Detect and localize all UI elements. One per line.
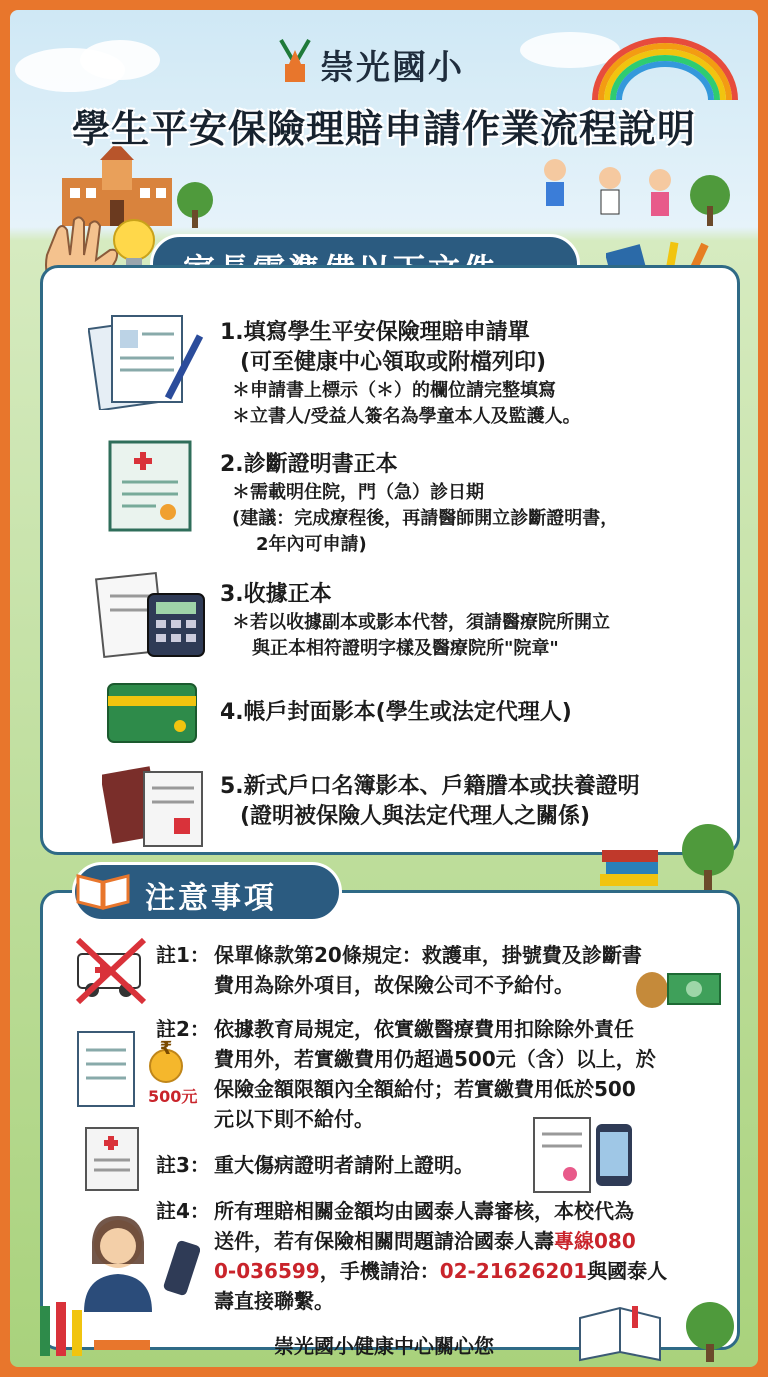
document-item-5 <box>220 772 640 832</box>
note-text: 與國泰人 <box>587 1259 668 1283</box>
document-item-title: 2.診斷證明書正本 <box>220 452 398 477</box>
note-label: 註1： <box>156 943 210 967</box>
document-item-3 <box>220 580 610 662</box>
document-item-title: 4.帳戶封面影本(學生或法定代理人) <box>220 700 572 725</box>
page-title: 學生平安保險理賠申請作業流程說明 <box>71 107 696 151</box>
note-text: 送件，若有保險相關問題請洽國泰人壽 <box>214 1229 554 1253</box>
note-3 <box>156 1150 536 1180</box>
note-line: 保單條款第20條規定：救護車，掛號費及診斷書 <box>214 943 642 967</box>
school-logo-icon <box>275 34 315 86</box>
note-label: 註3： <box>156 1153 210 1177</box>
note-line <box>214 1256 667 1286</box>
document-item-line: (可至健康中心領取或附檔列印) <box>240 350 547 375</box>
document-item-title: 1.填寫學生平安保險理賠申請單 <box>220 320 530 345</box>
note-line <box>214 1226 667 1256</box>
diagnosis-certificate-icon <box>106 438 196 534</box>
document-item-4 <box>220 698 572 728</box>
note-line: 費用外，若實繳費用仍超過500元（含）以上，於 <box>214 1047 656 1071</box>
books-tree-icon <box>598 810 748 900</box>
note-2 <box>156 1014 726 1138</box>
household-register-icon <box>102 762 212 852</box>
note-line: 依據教育局規定，依實繳醫療費用扣除除外責任 <box>214 1017 634 1041</box>
note-line: 所有理賠相關金額均由國泰人壽審核，本校代為 <box>214 1199 634 1223</box>
note-1 <box>156 940 726 1002</box>
document-item-line: ＊立書人/受益人簽名為學童本人及監護人。 <box>232 406 581 427</box>
note-line: 重大傷病證明者請附上證明。 <box>214 1153 474 1177</box>
no-ambulance-icon <box>72 934 152 1006</box>
hotline-number-cont: 0-036599 <box>214 1259 320 1283</box>
note-line: 壽直接聯繫。 <box>214 1289 334 1313</box>
document-item-line: ＊申請書上標示（＊）的欄位請完整填寫 <box>232 380 556 401</box>
footer-text: 崇光國小健康中心關心您 <box>274 1334 494 1358</box>
document-item-line: ＊若以收據副本或影本代替，須請醫療院所開立 <box>232 612 610 633</box>
document-item-title: 3.收據正本 <box>220 582 332 607</box>
document-item-line: (證明被保險人與法定代理人之關係) <box>240 804 591 829</box>
document-item-title: 5.新式戶口名簿影本、戶籍謄本或扶養證明 <box>220 774 640 799</box>
header <box>10 10 758 220</box>
coin-amount-label: 500元 <box>148 1087 198 1106</box>
document-item-line: (建議：完成療程後，再請醫師開立診斷證明書， <box>232 508 619 529</box>
note-text: ，手機請洽： <box>319 1259 440 1283</box>
mobile-number: 02-21626201 <box>439 1259 588 1283</box>
note-line: 費用為除外項目，故保險公司不予給付。 <box>214 973 574 997</box>
certificate-icon <box>84 1126 140 1192</box>
document-item-line: ＊需載明住院，門（急）診日期 <box>232 482 484 503</box>
receipt-calculator-icon <box>94 570 214 660</box>
poster <box>10 10 758 1367</box>
hotline-number: 專線080 <box>554 1229 636 1253</box>
notes-heading: 注意事項 <box>72 862 342 922</box>
note-line: 元以下則不給付。 <box>214 1107 374 1131</box>
note-label: 註2： <box>156 1017 210 1041</box>
note-label: 註4： <box>156 1199 210 1223</box>
document-item-line: 2年內可申請) <box>256 534 367 555</box>
note-line: 保險金額限額內全額給付；若實繳費用低於500 <box>214 1077 636 1101</box>
application-form-icon <box>88 310 208 410</box>
school-name: 崇光國小 <box>320 48 464 88</box>
open-book-icon <box>74 870 132 912</box>
document-item-line: 與正本相符證明字樣及醫療院所"院章" <box>252 638 559 659</box>
document-item-1 <box>220 318 581 430</box>
document-item-2 <box>220 450 618 558</box>
coin-symbol: ₹ <box>159 1038 173 1059</box>
bank-book-icon <box>106 682 198 744</box>
